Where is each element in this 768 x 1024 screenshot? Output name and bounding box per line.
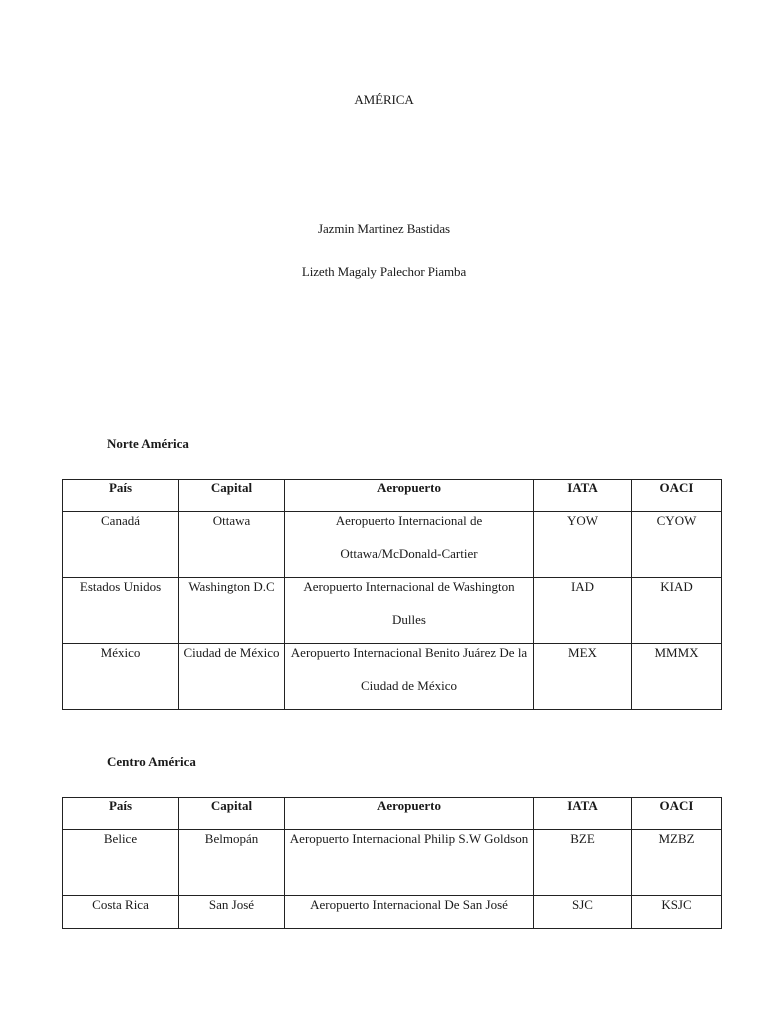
table-row bbox=[63, 512, 722, 578]
table-row bbox=[63, 896, 722, 929]
cell-aeropuerto: Aeropuerto Internacional Benito Juárez De la Ciudad de México bbox=[285, 644, 534, 710]
cell-oaci: MZBZ bbox=[632, 830, 722, 896]
cell-oaci: CYOW bbox=[632, 512, 722, 578]
column-header-aeropuerto: Aeropuerto bbox=[285, 480, 534, 512]
table-row bbox=[63, 644, 722, 710]
cell-iata: IAD bbox=[534, 578, 632, 644]
cell-capital: Belmopán bbox=[179, 830, 285, 896]
column-header-iata: IATA bbox=[534, 480, 632, 512]
table-centro-america bbox=[62, 797, 722, 929]
cell-oaci: KIAD bbox=[632, 578, 722, 644]
document-title: AMÉRICA bbox=[354, 92, 414, 107]
table-row bbox=[63, 578, 722, 644]
column-header-oaci: OACI bbox=[632, 480, 722, 512]
cell-pais: Costa Rica bbox=[63, 896, 179, 929]
column-header-oaci: OACI bbox=[632, 798, 722, 830]
cell-iata: MEX bbox=[534, 644, 632, 710]
cell-capital: Ottawa bbox=[179, 512, 285, 578]
cell-capital: Washington D.C bbox=[179, 578, 285, 644]
section-heading-centro-america: Centro América bbox=[107, 754, 196, 769]
cell-aeropuerto: Aeropuerto Internacional de Ottawa/McDonald-Cartier bbox=[285, 512, 534, 578]
cell-iata: YOW bbox=[534, 512, 632, 578]
table-row bbox=[63, 830, 722, 896]
column-header-aeropuerto: Aeropuerto bbox=[285, 798, 534, 830]
cell-oaci: KSJC bbox=[632, 896, 722, 929]
cell-aeropuerto: Aeropuerto Internacional De San José bbox=[285, 896, 534, 929]
column-header-pais: País bbox=[63, 798, 179, 830]
cell-iata: BZE bbox=[534, 830, 632, 896]
cell-capital: Ciudad de México bbox=[179, 644, 285, 710]
cell-pais: Canadá bbox=[63, 512, 179, 578]
column-header-iata: IATA bbox=[534, 798, 632, 830]
cell-iata: SJC bbox=[534, 896, 632, 929]
column-header-capital: Capital bbox=[179, 798, 285, 830]
cell-oaci: MMMX bbox=[632, 644, 722, 710]
table-norte-america bbox=[62, 479, 722, 710]
cell-pais: Estados Unidos bbox=[63, 578, 179, 644]
section-heading-norte-america: Norte América bbox=[107, 436, 189, 451]
author-1: Jazmin Martinez Bastidas bbox=[318, 221, 450, 236]
column-header-pais: País bbox=[63, 480, 179, 512]
cell-capital: San José bbox=[179, 896, 285, 929]
author-2: Lizeth Magaly Palechor Piamba bbox=[301, 264, 467, 279]
cell-aeropuerto: Aeropuerto Internacional de Washington Dulles bbox=[285, 578, 534, 644]
cell-aeropuerto: Aeropuerto Internacional Philip S.W Goldson bbox=[285, 830, 534, 896]
cell-pais: México bbox=[63, 644, 179, 710]
column-header-capital: Capital bbox=[179, 480, 285, 512]
cell-pais: Belice bbox=[63, 830, 179, 896]
